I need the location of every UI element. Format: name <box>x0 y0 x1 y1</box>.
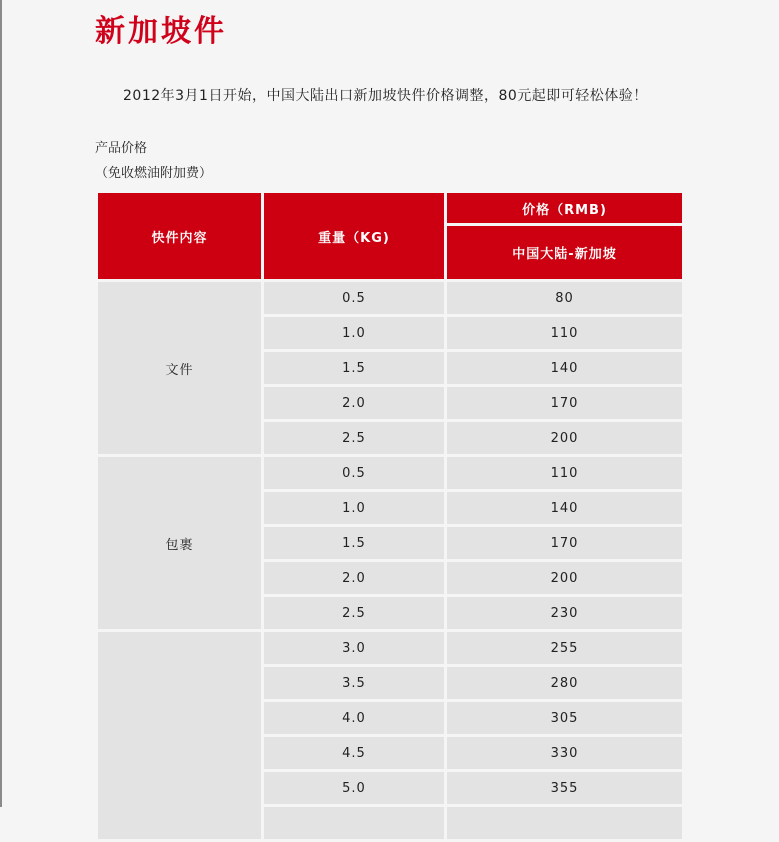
page-title: 新加坡件 <box>95 14 227 49</box>
weight-cell: 0.5 <box>264 282 444 314</box>
price-table-header <box>98 193 682 279</box>
weight-cell: 1.0 <box>264 317 444 349</box>
header-weight: 重量（KG) <box>264 193 444 279</box>
price-cell: 305 <box>447 702 682 734</box>
weight-cell: 3.5 <box>264 667 444 699</box>
weight-cell: 5.0 <box>264 772 444 804</box>
price-cell: 140 <box>447 492 682 524</box>
weight-cell: 3.0 <box>264 632 444 664</box>
section-note: （免收燃油附加费） <box>95 166 213 181</box>
weight-cell: 1.5 <box>264 352 444 384</box>
content-type-cell: 包裹 <box>98 457 261 629</box>
weight-cell: 2.0 <box>264 387 444 419</box>
content-type-cell <box>98 632 261 839</box>
content-type-cell: 文件 <box>98 282 261 454</box>
header-price: 价格（RMB) <box>447 193 682 223</box>
weight-cell: 2.0 <box>264 562 444 594</box>
table-row <box>98 282 682 314</box>
price-cell: 355 <box>447 772 682 804</box>
weight-cell: 2.5 <box>264 422 444 454</box>
price-table-body <box>98 282 682 839</box>
weight-cell <box>264 807 444 839</box>
price-cell: 170 <box>447 527 682 559</box>
price-cell: 255 <box>447 632 682 664</box>
price-cell: 80 <box>447 282 682 314</box>
header-content: 快件内容 <box>98 193 261 279</box>
table-row <box>98 632 682 664</box>
header-route: 中国大陆-新加坡 <box>447 226 682 279</box>
weight-cell: 1.0 <box>264 492 444 524</box>
weight-cell: 4.0 <box>264 702 444 734</box>
price-cell: 140 <box>447 352 682 384</box>
price-table <box>95 190 685 842</box>
intro-text: 2012年3月1日开始，中国大陆出口新加坡快件价格调整，80元起即可轻松体验！ <box>123 88 648 104</box>
weight-cell: 1.5 <box>264 527 444 559</box>
price-cell: 200 <box>447 562 682 594</box>
table-row <box>98 457 682 489</box>
weight-cell: 0.5 <box>264 457 444 489</box>
weight-cell: 4.5 <box>264 737 444 769</box>
weight-cell: 2.5 <box>264 597 444 629</box>
price-cell: 230 <box>447 597 682 629</box>
page-left-border <box>0 0 2 807</box>
price-cell: 110 <box>447 317 682 349</box>
price-cell: 280 <box>447 667 682 699</box>
price-cell: 110 <box>447 457 682 489</box>
header-row <box>98 193 682 223</box>
price-cell: 170 <box>447 387 682 419</box>
price-cell: 200 <box>447 422 682 454</box>
price-cell: 330 <box>447 737 682 769</box>
section-label: 产品价格 <box>95 141 148 156</box>
price-cell <box>447 807 682 839</box>
